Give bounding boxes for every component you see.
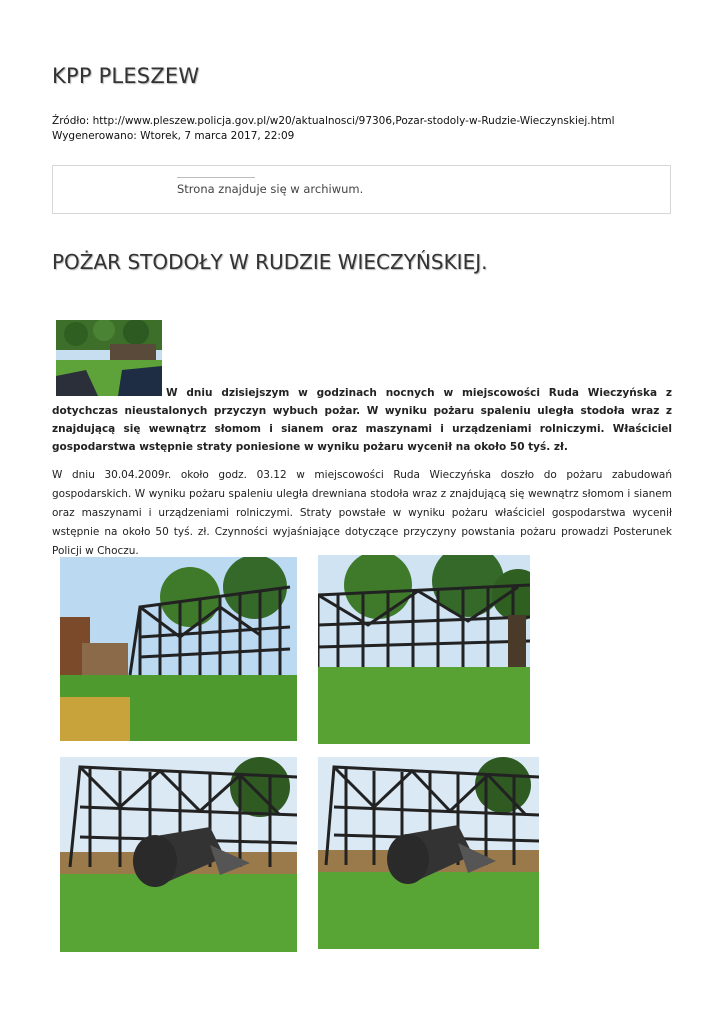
article-body: W dniu 30.04.2009r. około godz. 03.12 w miejscowości Ruda Wieczyńska doszło do pożaru zabudowań gospodarskich. W wyniku pożaru spaleniu uległa drewniana stodoła wraz z znajdującą się wewnątrz słomom i sianem oraz maszynami i urządzeniami rolniczymi. Straty powstałe w wyniku pożaru właściciel gospodarstwa wycenił wstępnie na około 50 tyś. zł. Czynności wyjaśniające dotyczące przyczyny powstania pożaru prowadzi Posterunek Policji w Choczu.: [52, 469, 672, 557]
site-title: KPP PLESZEW: [52, 64, 200, 88]
meta-info: [52, 114, 615, 144]
archive-notice: [52, 165, 671, 214]
source-line: Źródło: http://www.pleszew.policja.gov.pl/w20/aktualnosci/97306,Pozar-stodoly-w-Rudzie-Wieczynskiej.html: [52, 115, 615, 127]
gallery-photo-4[interactable]: [318, 757, 539, 949]
gallery-photo-1[interactable]: [60, 557, 297, 741]
archive-divider: [177, 177, 255, 178]
gallery-photo-2[interactable]: [318, 555, 530, 744]
generated-line: Wygenerowano: Wtorek, 7 marca 2017, 22:09: [52, 130, 295, 142]
article-thumbnail[interactable]: [56, 320, 162, 396]
gallery-photo-3[interactable]: [60, 757, 297, 952]
article-content: [52, 320, 672, 561]
article-lead: W dniu dzisiejszym w godzinach nocnych w miejscowości Ruda Wieczyńska z dotychczas nieustalonych przyczyn wybuch pożar. W wyniku pożaru spaleniu uległa stodoła wraz z znajdującą się wewnątrz słomom i sianem oraz maszynami i urządzeniami rolniczymi. Właściciel gospodarstwa wstępnie straty poniesione w wyniku pożaru wycenił na około 50 tyś. zł.: [52, 387, 672, 453]
archive-message: Strona znajduje się w archiwum.: [177, 182, 364, 196]
article-title: POŻAR STODOŁY W RUDZIE WIECZYŃSKIEJ.: [52, 250, 488, 274]
